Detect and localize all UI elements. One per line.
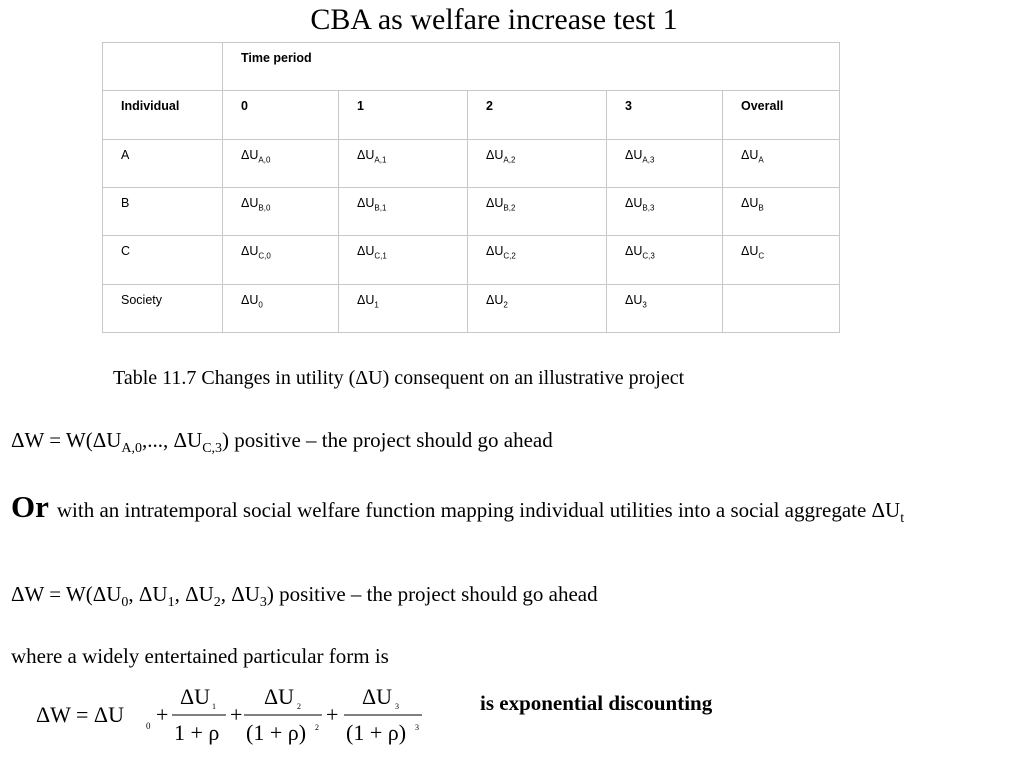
table-cell: $\Delta U_{B,3}$ xyxy=(607,187,723,235)
column-label: 2 xyxy=(468,91,607,139)
table-column-labels xyxy=(103,91,840,139)
table-cell: $\Delta U_{B,2}$ xyxy=(468,187,607,235)
table-cell: $\Delta U_B$ xyxy=(723,187,840,235)
welfare-equation-social: $\Delta W = W(\Delta U_0$, $\Delta U_1$, $\Delta U_2$, $\Delta U_3$) positive – the project should go ahead xyxy=(11,582,598,611)
table-cell: $\Delta U_2$ xyxy=(468,284,607,332)
svg-text:1: 1 xyxy=(212,702,216,711)
svg-text:0: 0 xyxy=(146,721,151,731)
table-cell: $\Delta U_{A,1}$ xyxy=(339,139,468,187)
table-cell: $\Delta U_{C,3}$ xyxy=(607,236,723,284)
svg-text:3: 3 xyxy=(395,702,399,711)
table-cell: $\Delta U_C$ xyxy=(723,236,840,284)
utility-table xyxy=(102,42,840,333)
table-cell: $\Delta U_{C,0}$ xyxy=(223,236,339,284)
svg-text:(1 + ρ): (1 + ρ) xyxy=(246,720,307,745)
or-paragraph: Or with an intratemporal social welfare function mapping individual utilities into a social aggregate $\Delta U_t$ xyxy=(11,489,905,527)
row-label: B xyxy=(103,187,223,235)
table-cell: $\Delta U_{A,2}$ xyxy=(468,139,607,187)
column-label: Individual xyxy=(103,91,223,139)
time-period-header: Time period xyxy=(223,43,840,91)
column-label: 1 xyxy=(339,91,468,139)
column-label: Overall xyxy=(723,91,840,139)
table-cell: $\Delta U_{C,2}$ xyxy=(468,236,607,284)
svg-text:3: 3 xyxy=(415,723,419,732)
table-cell: $\Delta U_{C,1}$ xyxy=(339,236,468,284)
row-label: C xyxy=(103,236,223,284)
table-cell: $\Delta U_{A,3}$ xyxy=(607,139,723,187)
table-cell: $\Delta U_{A,0}$ xyxy=(223,139,339,187)
table-cell: $\Delta U_{B,1}$ xyxy=(339,187,468,235)
svg-text:ΔU: ΔU xyxy=(180,684,211,709)
table-cell: $\Delta U_1$ xyxy=(339,284,468,332)
svg-text:ΔU: ΔU xyxy=(362,684,393,709)
table-header-row xyxy=(103,43,840,91)
svg-text:2: 2 xyxy=(297,702,301,711)
intro-text: where a widely entertained particular form is xyxy=(11,644,389,668)
row-label: A xyxy=(103,139,223,187)
or-keyword: Or xyxy=(11,489,49,524)
exponential-discounting-note: is exponential discounting xyxy=(480,691,713,715)
svg-text:+: + xyxy=(326,702,339,727)
row-label: Society xyxy=(103,284,223,332)
table-cell: $\Delta U_0$ xyxy=(223,284,339,332)
svg-text:+: + xyxy=(156,702,169,727)
table-cell xyxy=(103,43,223,91)
svg-text:ΔW = ΔU: ΔW = ΔU xyxy=(36,702,124,727)
svg-text:2: 2 xyxy=(315,723,319,732)
table-row xyxy=(103,187,840,235)
svg-text:+: + xyxy=(230,702,243,727)
svg-text:1 + ρ: 1 + ρ xyxy=(174,720,220,745)
page-title: CBA as welfare increase test 1 xyxy=(310,3,678,36)
welfare-equation-individual: $\Delta W = W(\Delta U_{A,0}$,..., $\Delta U_{C,3}$) positive – the project should go ahead xyxy=(11,428,553,457)
discounting-formula xyxy=(36,682,456,762)
table-cell xyxy=(723,284,840,332)
table-cell: $\Delta U_A$ xyxy=(723,139,840,187)
svg-text:ΔU: ΔU xyxy=(264,684,295,709)
table-cell: $\Delta U_3$ xyxy=(607,284,723,332)
column-label: 3 xyxy=(607,91,723,139)
table-row xyxy=(103,236,840,284)
column-label: 0 xyxy=(223,91,339,139)
table-caption: Table 11.7 Changes in utility (ΔU) consequent on an illustrative project xyxy=(113,367,685,389)
table-row xyxy=(103,139,840,187)
svg-text:(1 + ρ): (1 + ρ) xyxy=(346,720,407,745)
table-row xyxy=(103,284,840,332)
table-cell: $\Delta U_{B,0}$ xyxy=(223,187,339,235)
